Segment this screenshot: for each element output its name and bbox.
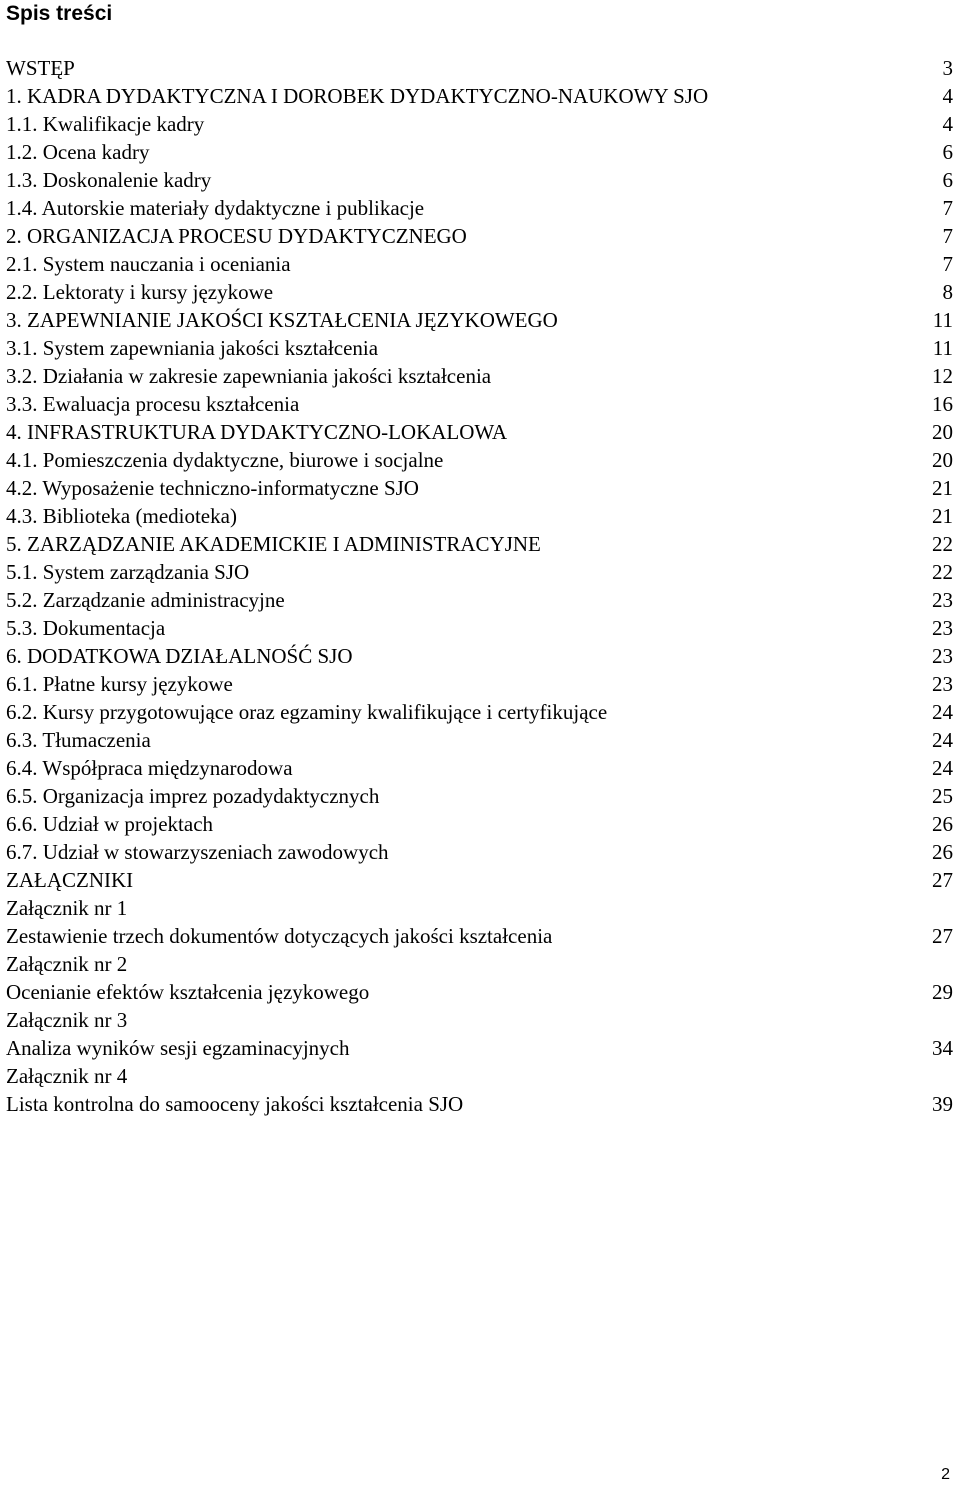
- toc-entry-page: 26: [932, 840, 953, 864]
- toc-entry-page: 23: [932, 644, 953, 668]
- toc-entry[interactable]: [6, 726, 953, 754]
- toc-entry-title: Załącznik nr 3: [6, 1008, 128, 1032]
- toc-entry-title: 4.3. Biblioteka (medioteka): [6, 504, 237, 528]
- toc-entry-title: 5.2. Zarządzanie administracyjne: [6, 588, 285, 612]
- toc-entry-page: 25: [932, 784, 953, 808]
- toc-entry-title: 6.2. Kursy przygotowujące oraz egzaminy kwalifikujące i certyfikujące: [6, 700, 608, 724]
- toc-entry-page: 20: [932, 448, 953, 472]
- toc-entry-title: 3.2. Działania w zakresie zapewniania jakości kształcenia: [6, 364, 492, 388]
- toc-entry-title: 6.1. Płatne kursy językowe: [6, 672, 233, 696]
- toc-entry-page: 29: [932, 980, 953, 1004]
- toc-entry-page: 23: [932, 672, 953, 696]
- toc-entry[interactable]: [6, 810, 953, 838]
- toc-entry[interactable]: [6, 950, 953, 978]
- toc-entry[interactable]: [6, 390, 953, 418]
- toc-entry-page: 7: [942, 196, 953, 220]
- toc-entry-page: 22: [932, 532, 953, 556]
- toc-entry-title: 3.1. System zapewniania jakości kształcenia: [6, 336, 379, 360]
- toc-entry[interactable]: [6, 54, 953, 82]
- toc-entry[interactable]: [6, 446, 953, 474]
- toc-entry[interactable]: [6, 558, 953, 586]
- toc-entry-title: Lista kontrolna do samooceny jakości kształcenia SJO: [6, 1092, 464, 1116]
- toc-entry-page: 7: [942, 224, 953, 248]
- toc-entry-title: 5. ZARZĄDZANIE AKADEMICKIE I ADMINISTRACYJNE: [6, 532, 541, 556]
- toc-entry[interactable]: [6, 166, 953, 194]
- toc-entry[interactable]: [6, 614, 953, 642]
- toc-entry[interactable]: [6, 306, 953, 334]
- toc-entry-title: 4. INFRASTRUKTURA DYDAKTYCZNO-LOKALOWA: [6, 420, 508, 444]
- toc-entry-page: 34: [932, 1036, 953, 1060]
- toc-entry[interactable]: [6, 586, 953, 614]
- toc-entry-title: 6.5. Organizacja imprez pozadydaktycznych: [6, 784, 380, 808]
- toc-entry-page: 21: [932, 476, 953, 500]
- toc-entry[interactable]: [6, 754, 953, 782]
- toc-entry[interactable]: [6, 82, 953, 110]
- toc-entry-title: 1.1. Kwalifikacje kadry: [6, 112, 205, 136]
- toc-entry-title: Załącznik nr 4: [6, 1064, 128, 1088]
- toc-entry-page: 4: [942, 84, 953, 108]
- toc-entry-title: 1.4. Autorskie materiały dydaktyczne i publikacje: [6, 196, 425, 220]
- toc-entry-page: 6: [942, 140, 953, 164]
- toc-entry[interactable]: [6, 194, 953, 222]
- toc-entry-page: 23: [932, 616, 953, 640]
- toc-entry-page: 23: [932, 588, 953, 612]
- toc-entry-page: 39: [932, 1092, 953, 1116]
- toc-entry-title: ZAŁĄCZNIKI: [6, 868, 134, 892]
- toc-entry-title: 5.1. System zarządzania SJO: [6, 560, 250, 584]
- toc-entry-page: 4: [942, 112, 953, 136]
- toc-entry[interactable]: [6, 222, 953, 250]
- toc-entry-page: 11: [932, 336, 953, 360]
- toc-entry-page: 21: [932, 504, 953, 528]
- toc-entry-page: 24: [932, 756, 953, 780]
- toc-entry-title: 1.2. Ocena kadry: [6, 140, 150, 164]
- toc-entry[interactable]: [6, 530, 953, 558]
- toc-entry[interactable]: [6, 334, 953, 362]
- toc-entry-page: 22: [932, 560, 953, 584]
- toc-entry[interactable]: [6, 474, 953, 502]
- toc-entry-page: 24: [932, 700, 953, 724]
- toc-entry-title: 3. ZAPEWNIANIE JAKOŚCI KSZTAŁCENIA JĘZYKOWEGO: [6, 308, 558, 332]
- toc-entry-title: 6. DODATKOWA DZIAŁALNOŚĆ SJO: [6, 644, 353, 668]
- toc-entry-title: 2. ORGANIZACJA PROCESU DYDAKTYCZNEGO: [6, 224, 467, 248]
- toc-entry-page: 27: [932, 924, 953, 948]
- toc-entry-page: 8: [942, 280, 953, 304]
- toc-entry-page: 3: [942, 56, 953, 80]
- toc-entry-page: 24: [932, 728, 953, 752]
- toc-entry[interactable]: [6, 1006, 953, 1034]
- toc-entry-title: 4.2. Wyposażenie techniczno-informatyczne SJO: [6, 476, 419, 500]
- toc-entry-page: 20: [932, 420, 953, 444]
- toc-entry-title: Załącznik nr 2: [6, 952, 128, 976]
- toc-entry-title: Ocenianie efektów kształcenia językowego: [6, 980, 370, 1004]
- toc-entry-title: 1. KADRA DYDAKTYCZNA I DOROBEK DYDAKTYCZNO-NAUKOWY SJO: [6, 84, 709, 108]
- toc-entry[interactable]: [6, 110, 953, 138]
- toc-entry-page: 7: [942, 252, 953, 276]
- toc-entry-title: 6.4. Współpraca międzynarodowa: [6, 756, 293, 780]
- toc-entry-title: 2.1. System nauczania i oceniania: [6, 252, 291, 276]
- toc-entry-title: WSTĘP: [6, 56, 75, 80]
- toc-entry[interactable]: [6, 138, 953, 166]
- toc-entry-title: 4.1. Pomieszczenia dydaktyczne, biurowe i socjalne: [6, 448, 444, 472]
- toc-entry-page: 11: [932, 308, 953, 332]
- page-number: 2: [941, 1466, 950, 1483]
- toc-entry-title: 6.7. Udział w stowarzyszeniach zawodowych: [6, 840, 389, 864]
- toc-entry-title: 6.3. Tłumaczenia: [6, 728, 151, 752]
- toc-entry[interactable]: [6, 362, 953, 390]
- toc-entry[interactable]: [6, 250, 953, 278]
- toc-entry[interactable]: [6, 1090, 953, 1118]
- toc-entry[interactable]: [6, 1062, 953, 1090]
- toc-entry-title: 5.3. Dokumentacja: [6, 616, 166, 640]
- toc-entry[interactable]: [6, 782, 953, 810]
- toc-entry-title: Analiza wyników sesji egzaminacyjnych: [6, 1036, 350, 1060]
- table-of-contents: [6, 54, 953, 1118]
- toc-entry[interactable]: [6, 978, 953, 1006]
- toc-entry[interactable]: [6, 894, 953, 922]
- toc-entry-title: Załącznik nr 1: [6, 896, 128, 920]
- toc-entry[interactable]: [6, 670, 953, 698]
- toc-entry[interactable]: [6, 866, 953, 894]
- toc-entry[interactable]: [6, 1034, 953, 1062]
- toc-entry[interactable]: [6, 502, 953, 530]
- toc-entry[interactable]: [6, 278, 953, 306]
- toc-entry-page: 27: [932, 868, 953, 892]
- toc-entry-title: 6.6. Udział w projektach: [6, 812, 214, 836]
- toc-entry[interactable]: [6, 698, 953, 726]
- toc-entry-title: 1.3. Doskonalenie kadry: [6, 168, 212, 192]
- toc-heading: Spis treści: [6, 2, 113, 25]
- toc-entry[interactable]: [6, 418, 953, 446]
- toc-entry[interactable]: [6, 838, 953, 866]
- toc-entry[interactable]: [6, 642, 953, 670]
- toc-entry-title: Zestawienie trzech dokumentów dotyczących jakości kształcenia: [6, 924, 553, 948]
- toc-entry-page: 26: [932, 812, 953, 836]
- toc-entry-page: 16: [932, 392, 953, 416]
- toc-entry[interactable]: [6, 922, 953, 950]
- toc-entry-title: 3.3. Ewaluacja procesu kształcenia: [6, 392, 300, 416]
- toc-entry-page: 6: [942, 168, 953, 192]
- toc-entry-page: 12: [932, 364, 953, 388]
- toc-entry-title: 2.2. Lektoraty i kursy językowe: [6, 280, 274, 304]
